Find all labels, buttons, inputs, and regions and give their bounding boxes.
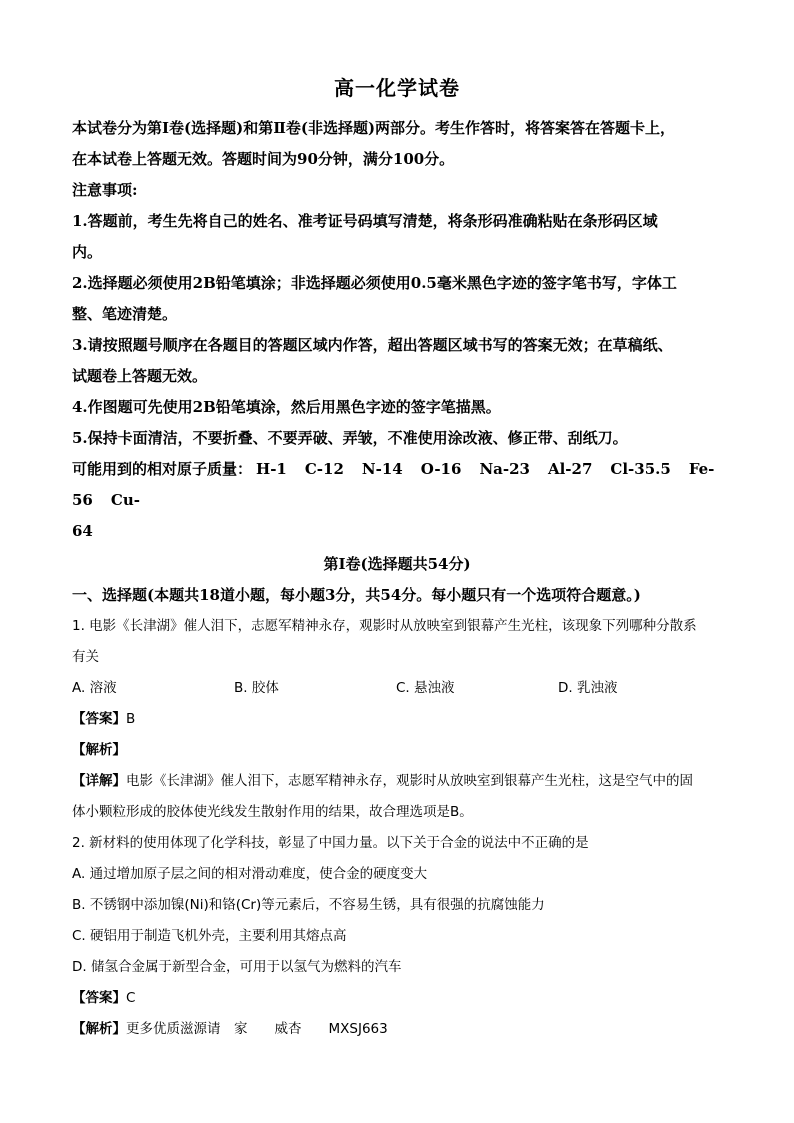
q1-detail-text-1: 电影《长津湖》催人泪下，志愿军精神永存，观影时从放映室到银幕产生光柱，这是空气中的固 [126, 773, 693, 789]
note-2-line-1: 2.选择题必须使用2B铅笔填涂；非选择题必须使用0.5毫米黑色字迹的签字笔书写，字体工 [72, 274, 677, 292]
note-2-line-2: 整、笔迹清楚。 [72, 305, 178, 323]
q1-stem-line-1: 1. 电影《长津湖》催人泪下，志愿军精神永存，观影时从放映室到银幕产生光柱，该现象下列哪种分散系 [72, 618, 697, 634]
mass-cu: Cu- [110, 491, 140, 509]
q1-option-d: D. 乳浊液 [558, 680, 618, 696]
q1-detail-tag: 【详解】 [72, 773, 126, 789]
page-title: 高一化学试卷 [334, 76, 460, 100]
q1-option-c: C. 悬浊液 [396, 680, 455, 696]
note-5: 5.保持卡面清洁，不要折叠、不要弄破、弄皱，不准使用涂改液、修正带、刮纸刀。 [72, 429, 628, 447]
note-3-line-2: 试题卷上答题无效。 [72, 367, 208, 385]
exam-page [72, 72, 722, 1045]
q2-answer-value: C [126, 990, 136, 1006]
q2-analysis-tag: 【解析】 [72, 1021, 126, 1037]
q1-analysis [72, 735, 722, 766]
intro-line-2: 在本试卷上答题无效。答题时间为90分钟，满分100分。 [72, 150, 455, 168]
mass-fe: Fe-56 [72, 460, 715, 509]
q1-option-a: A. 溶液 [72, 680, 117, 696]
mass-n: N-14 [361, 460, 403, 478]
notes-heading: 注意事项: [72, 181, 138, 199]
q2-option-a: A. 通过增加原子层之间的相对滑动难度，使合金的硬度变大 [72, 866, 428, 882]
q1-stem-line-2: 有关 [72, 649, 99, 665]
q2-answer-tag: 【答案】 [72, 990, 126, 1006]
mass-al: Al-27 [547, 460, 593, 478]
q1-answer-tag: 【答案】 [72, 711, 126, 727]
mass-cl: Cl-35.5 [610, 460, 671, 478]
note-1-line-2: 内。 [72, 243, 103, 261]
atomic-mass-continuation: 64 [72, 522, 93, 540]
q2-option-d: D. 储氢合金属于新型合金，可用于以氢气为燃料的汽车 [72, 959, 402, 975]
q2-analysis-text: 更多优质滋源请 家 威杏 MXSJ663 [126, 1021, 388, 1037]
part1-title: 第Ⅰ卷(选择题共54分) [323, 555, 471, 573]
q2-option-c: C. 硬铝用于制造飞机外壳，主要利用其熔点高 [72, 928, 347, 944]
q1-detail-line-1 [72, 766, 722, 797]
mass-c: C-12 [304, 460, 344, 478]
atomic-mass-label: 可能用到的相对原子质量： [72, 460, 253, 478]
q1-detail-line-2: 体小颗粒形成的胶体使光线发生散射作用的结果，故合理选项是B。 [72, 804, 473, 820]
q1-analysis-tag: 【解析】 [72, 742, 126, 758]
note-1-line-1: 1.答题前，考生先将自己的姓名、准考证号码填写清楚，将条形码准确粘贴在条形码区域 [72, 212, 658, 230]
section1-title: 一、选择题(本题共18道小题，每小题3分，共54分。每小题只有一个选项符合题意。) [72, 586, 641, 604]
q2-analysis [72, 1014, 722, 1045]
q2-stem: 2. 新材料的使用体现了化学科技，彰显了中国力量。以下关于合金的说法中不正确的是 [72, 835, 589, 851]
mass-na: Na-23 [479, 460, 530, 478]
q1-option-b: B. 胶体 [234, 680, 279, 696]
mass-h: H-1 [256, 460, 287, 478]
q1-answer-value: B [126, 711, 136, 727]
note-3-line-1: 3.请按照题号顺序在各题目的答题区域内作答，超出答题区域书写的答案无效；在草稿纸、 [72, 336, 673, 354]
q1-answer [72, 704, 722, 735]
mass-o: O-16 [420, 460, 462, 478]
atomic-mass-line [72, 454, 722, 516]
q2-answer [72, 983, 722, 1014]
q2-option-b: B. 不锈钢中添加镍(Ni)和铬(Cr)等元素后，不容易生锈，具有很强的抗腐蚀能力 [72, 897, 545, 913]
note-4: 4.作图题可先使用2B铅笔填涂，然后用黑色字迹的签字笔描黑。 [72, 398, 501, 416]
intro-line-1: 本试卷分为第Ⅰ卷(选择题)和第Ⅱ卷(非选择题)两部分。考生作答时，将答案答在答题卡上， [72, 119, 676, 137]
q1-options [72, 673, 722, 704]
